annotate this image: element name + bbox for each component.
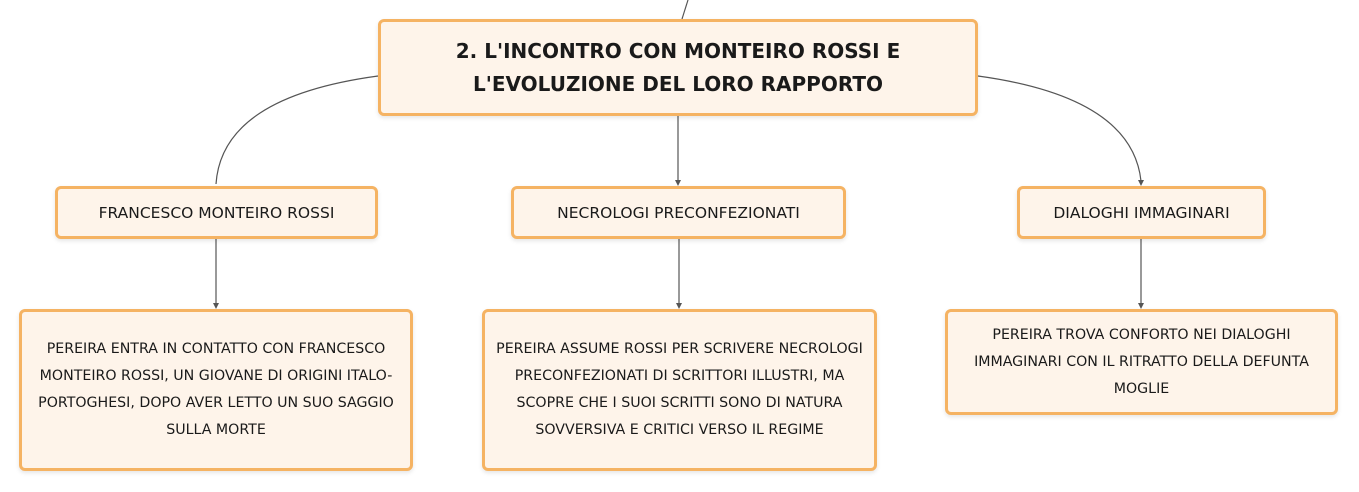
subtopic-node-necrologi-preconfezionati[interactable] xyxy=(511,186,846,239)
incoming-connector xyxy=(682,0,688,19)
subtopic-node-francesco-monteiro-rossi[interactable] xyxy=(55,186,378,239)
connector-root-to-branch-1 xyxy=(216,76,378,184)
detail-node-necrologi-preconfezionati[interactable] xyxy=(482,309,877,471)
subtopic-label: FRANCESCO MONTEIRO ROSSI xyxy=(98,203,335,222)
root-topic-node[interactable] xyxy=(378,19,978,116)
subtopic-label: NECROLOGI PRECONFEZIONATI xyxy=(557,203,800,222)
connector-root-to-branch-3 xyxy=(978,76,1141,181)
subtopic-node-dialoghi-immaginari[interactable] xyxy=(1017,186,1266,239)
detail-node-dialoghi-immaginari[interactable] xyxy=(945,309,1338,415)
root-topic-title: 2. L'INCONTRO CON MONTEIRO ROSSI E L'EVOLUZIONE DEL LORO RAPPORTO xyxy=(455,38,901,96)
detail-text: PEREIRA ASSUME ROSSI PER SCRIVERE NECROLOGI PRECONFEZIONATI DI SCRITTORI ILLUSTRI, MA SCOPRE CHE I SUOI SCRITTI SONO DI NATURA SOVVERSIVA E CRITICI VERSO IL REGIME xyxy=(496,341,863,438)
detail-text: PEREIRA ENTRA IN CONTATTO CON FRANCESCO MONTEIRO ROSSI, UN GIOVANE DI ORIGINI ITALO-PORTOGHESI, DOPO AVER LETTO UN SUO SAGGIO SULLA MORTE xyxy=(38,341,394,438)
detail-node-francesco-monteiro-rossi[interactable] xyxy=(19,309,413,471)
detail-text: PEREIRA TROVA CONFORTO NEI DIALOGHI IMMAGINARI CON IL RITRATTO DELLA DEFUNTA MOGLIE xyxy=(974,326,1309,397)
subtopic-label: DIALOGHI IMMAGINARI xyxy=(1053,203,1230,222)
